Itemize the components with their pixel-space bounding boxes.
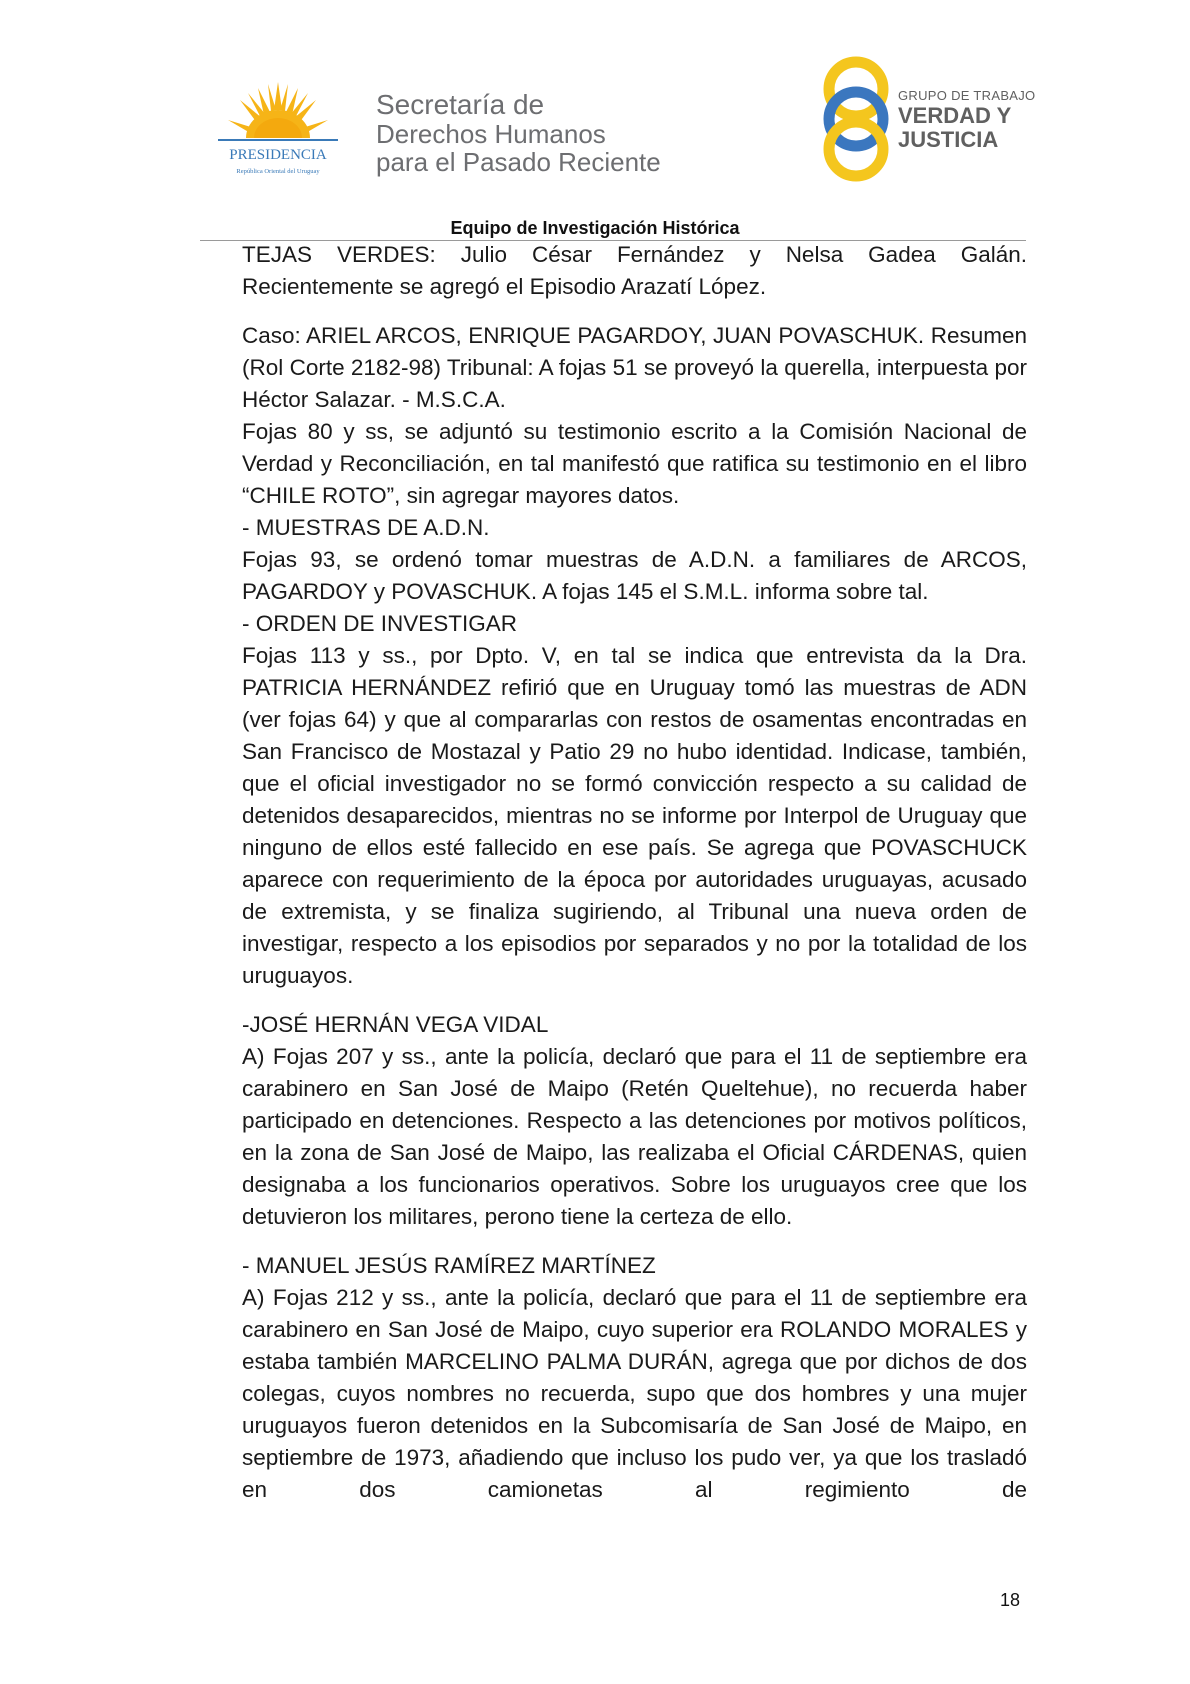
header-title: Equipo de Investigación Histórica: [450, 218, 740, 238]
secretaria-logo: [376, 90, 661, 176]
grupo-line1: GRUPO DE TRABAJO: [898, 88, 1036, 103]
presidencia-name: PRESIDENCIA: [229, 147, 327, 163]
paragraph-tejas-verdes: TEJAS VERDES: Julio César Fernández y Nelsa Gadea Galán. Recientemente se agregó el Episodio Arazatí López.: [242, 242, 1027, 299]
paragraph-fojas-207: A) Fojas 207 y ss., ante la policía, declaró que para el 11 de septiembre era carabinero en San José de Maipo (Retén Queltehue), no recuerda haber participado en detenciones. Respecto a las detenciones por motivos políticos, en la zona de San José de Maipo, las realizaba el Oficial CÁRDENAS, quien designaba a los funcionarios operativos. Sobre los uruguayos cree que los detuvieron los militares, perono tiene la certeza de ello.: [242, 1044, 1027, 1229]
verdad-justicia-text: [898, 88, 1035, 152]
secretaria-line3: para el Pasado Reciente: [376, 147, 661, 177]
rings-icon: [829, 62, 883, 176]
grupo-line3: JUSTICIA: [898, 127, 999, 152]
section-heading-orden: - ORDEN DE INVESTIGAR: [242, 611, 518, 636]
paragraph-fojas-93: Fojas 93, se ordenó tomar muestras de A.D.N. a familiares de ARCOS, PAGARDOY y POVASCHUK. A fojas 145 el S.M.L. informa sobre tal.: [242, 547, 1027, 604]
paragraph-fojas-113: Fojas 113 y ss., por Dpto. V, en tal se indica que entrevista da la Dra. PATRICIA HERNÁNDEZ refirió que en Uruguay tomó las muestras de ADN (ver fojas 64) y que al compararlas con restos de osamentas encontradas en San Francisco de Mostazal y Patio 29 no hubo identidad. Indicase, también, que el oficial investigador no se formó convicción respecto a su calidad de detenidos desaparecidos, mientras no se informe por Interpol de Uruguay que ninguno de ellos esté fallecido en ese país. Se agrega que POVASCHUCK aparece con requerimiento de la época por autoridades uruguayas, acusado de extremista, y se finaliza sugiriendo, al Tribunal una nueva orden de investigar, respecto a los episodios por separados y no por la totalidad de los uruguayos.: [242, 643, 1027, 988]
logo-rule: [218, 139, 338, 141]
paragraph-caso: Caso: ARIEL ARCOS, ENRIQUE PAGARDOY, JUAN POVASCHUK. Resumen (Rol Corte 2182-98) Tribunal: A fojas 51 se proveyó la querella, interpuesta por Héctor Salazar. - M.S.C.A.: [242, 323, 1027, 412]
sun-icon: [228, 82, 328, 138]
presidencia-subtitle: República Oriental del Uruguay: [236, 168, 320, 175]
secretaria-line1: Secretaría de: [376, 89, 545, 120]
document-body: [242, 239, 1027, 1506]
secretaria-line2: Derechos Humanos: [376, 119, 606, 149]
section-heading-vega-vidal: -JOSÉ HERNÁN VEGA VIDAL: [242, 1012, 549, 1037]
section-heading-ramirez: - MANUEL JESÚS RAMÍREZ MARTÍNEZ: [242, 1253, 656, 1278]
section-heading-adn: - MUESTRAS DE A.D.N.: [242, 515, 490, 540]
page-number: 18: [1000, 1590, 1021, 1610]
grupo-line2: VERDAD Y: [898, 103, 1012, 128]
presidencia-logo: [196, 80, 360, 180]
paragraph-fojas-80: Fojas 80 y ss, se adjuntó su testimonio escrito a la Comisión Nacional de Verdad y Reconciliación, en tal manifestó que ratifica su testimonio en el libro “CHILE ROTO”, sin agregar mayores datos.: [242, 419, 1027, 508]
paragraph-fojas-212: A) Fojas 212 y ss., ante la policía, declaró que para el 11 de septiembre era carabinero en San José de Maipo, cuyo superior era ROLANDO MORALES y estaba también MARCELINO PALMA DURÁN, agrega que por dichos de dos colegas, cuyos nombres no recuerda, supo que dos hombres y una mujer uruguayos fueron detenidos en la Subcomisaría de San José de Maipo, en septiembre de 1973, añadiendo que incluso los pudo ver, ya que los trasladó en dos camionetas al regimiento de: [242, 1285, 1027, 1502]
